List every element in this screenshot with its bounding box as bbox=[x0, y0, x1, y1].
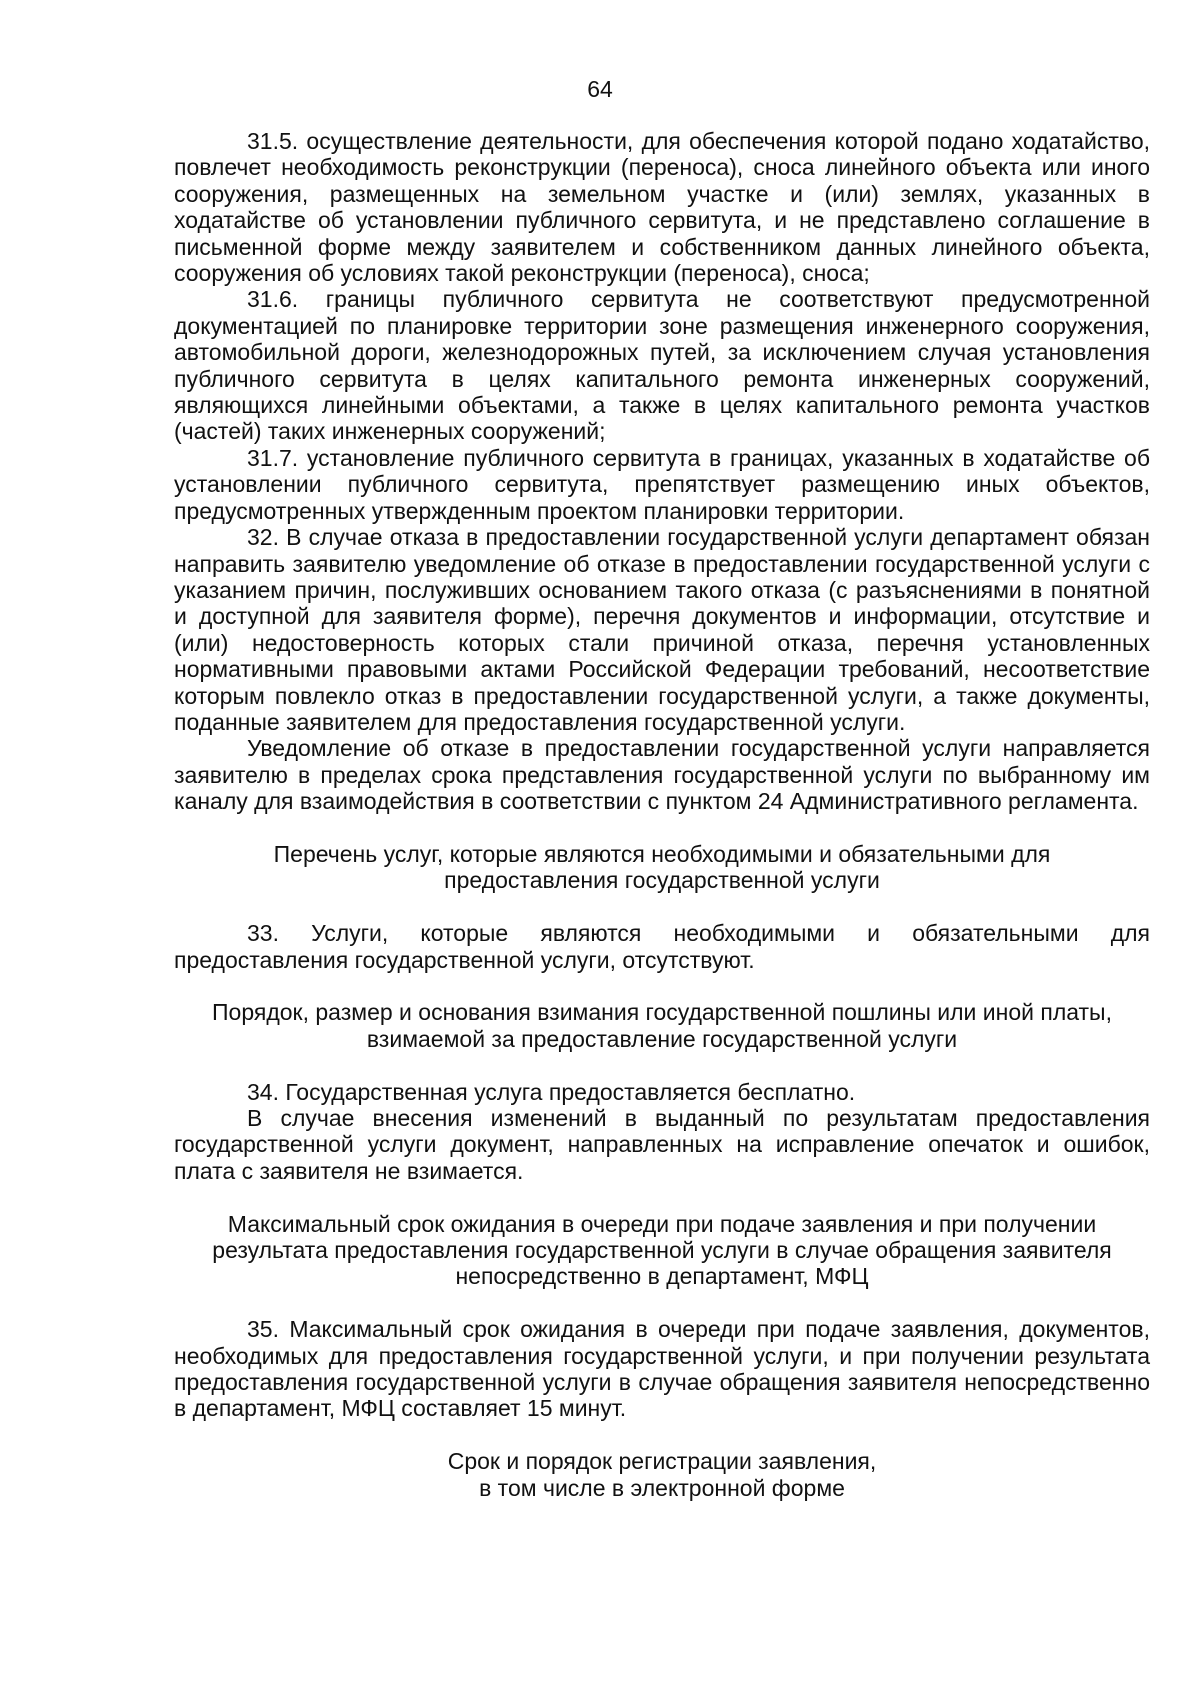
spacer bbox=[174, 1052, 1150, 1078]
spacer bbox=[174, 1290, 1150, 1316]
spacer bbox=[174, 1422, 1150, 1448]
section-heading-registration: Срок и порядок регистрации заявления, в том числе в электронной форме bbox=[447, 1448, 877, 1501]
paragraph-34: 34. Государственная услуга предоставляется бесплатно. bbox=[247, 1078, 856, 1105]
spacer bbox=[174, 894, 1150, 920]
section-heading-state-fee: Порядок, размер и основания взимания государственной пошлины или иной платы, взимаемой за предоставление государственной услуги bbox=[212, 999, 1112, 1052]
paragraph-35: 35. Максимальный срок ожидания в очереди при подаче заявления, документов, необходимых для предоставления государственной услуги, и при получении результата предоставления государственной услуги в случае обращения заявителя непосредственно в департамент, МФЦ составляет 15 минут. bbox=[174, 1316, 1150, 1422]
paragraph-34-changes: В случае внесения изменений в выданный по результатам предоставления государственной услуги документ, направленных на исправление опечаток и ошибок, плата с заявителя не взимается. bbox=[174, 1104, 1150, 1184]
spacer bbox=[174, 815, 1150, 841]
paragraph-32-notice: Уведомление об отказе в предоставлении государственной услуги направляется заявителю в пределах срока представления государственной услуги по выбранному им каналу для взаимодействия в соответствии с пунктом 24 Административного регламента. bbox=[174, 735, 1150, 815]
section-heading-required-services: Перечень услуг, которые являются необходимыми и обязательными для предоставления государственной услуги bbox=[273, 840, 1051, 894]
paragraph-31-5: 31.5. осуществление деятельности, для обеспечения которой подано ходатайство, повлечет необходимость реконструкции (переноса), сноса линейного объекта или иного сооружения, размещенных на земельном участке и (или) землях, указанных в ходатайстве об установлении публичного сервитута, и не представлено соглашение в письменной форме между заявителем и собственником данных линейного объекта, сооружения об условиях такой реконструкции (переноса), сноса; bbox=[174, 128, 1150, 287]
section-heading-queue-time: Максимальный срок ожидания в очереди при подаче заявления и при получении результата предоставления государственной услуги в случае обращения заявителя непосредственно в департамент, МФЦ bbox=[212, 1210, 1112, 1290]
paragraph-33: 33. Услуги, которые являются необходимыми и обязательными для предоставления государственной услуги, отсутствуют. bbox=[174, 920, 1150, 973]
document-body bbox=[174, 128, 1150, 1501]
paragraph-32: 32. В случае отказа в предоставлении государственной услуги департамент обязан направить заявителю уведомление об отказе в предоставлении государственной услуги с указанием причин, послуживших основанием такого отказа (с разъяснениями в понятной и доступной для заявителя форме), перечня документов и информации, отсутствие и (или) недостоверность которых стали причиной отказа, перечня установленных нормативными правовыми актами Российской Федерации требований, несоответствие которым повлекло отказ в предоставлении государственной услуги, а также документы, поданные заявителем для предоставления государственной услуги. bbox=[174, 524, 1150, 735]
page-number: 64 bbox=[587, 76, 613, 102]
paragraph-31-7: 31.7. установление публичного сервитута в границах, указанных в ходатайстве об установлении публичного сервитута, препятствует размещению иных объектов, предусмотренных утвержденным проектом планировки территории. bbox=[174, 444, 1150, 524]
spacer bbox=[174, 973, 1150, 999]
spacer bbox=[174, 1184, 1150, 1210]
paragraph-31-6: 31.6. границы публичного сервитута не соответствуют предусмотренной документацией по планировке территории зоне размещения инженерного сооружения, автомобильной дороги, железнодорожных путей, за исключением случая установления публичного сервитута в целях капитального ремонта инженерных сооружений, являющихся линейными объектами, а также в целях капитального ремонта участков (частей) таких инженерных сооружений; bbox=[174, 286, 1150, 445]
